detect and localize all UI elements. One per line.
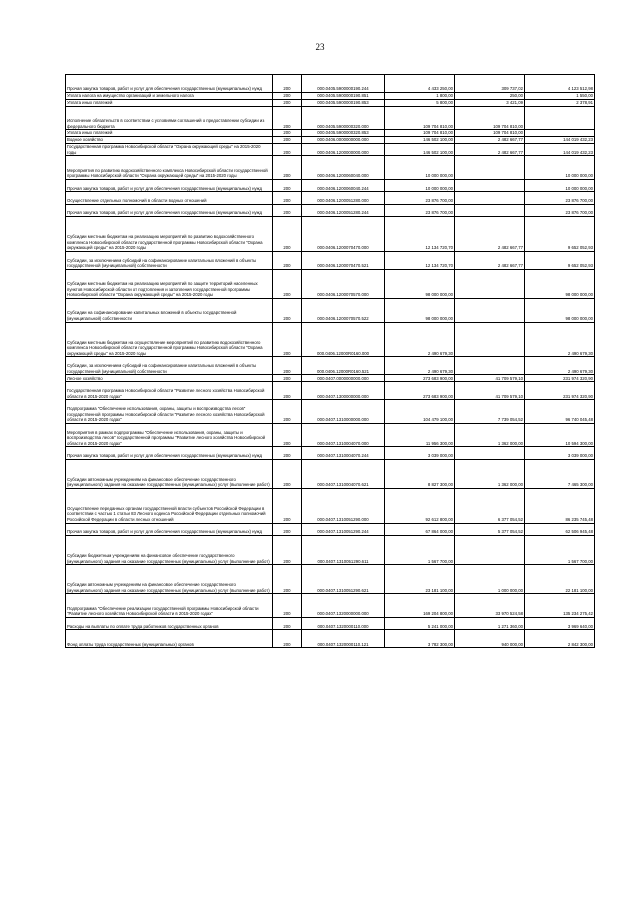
- cell-approved-amount: 98 000 000,00: [385, 298, 455, 322]
- cell-approved-amount: 23 876 700,00: [385, 192, 455, 204]
- cell-name: Прочая закупка товаров, работ и услуг для обеспечения государственных (муниципальных) нужд: [66, 75, 273, 93]
- cell-budget-classification: 000.0407.0000000000.000: [302, 375, 385, 382]
- cell-unexecuted-amount: 10 594 300,00: [525, 423, 595, 447]
- budget-table-body: [66, 75, 595, 648]
- cell-name: Исполнение обязательств в соответствии с условиями соглашений о предоставлении субсидии из федерального бюджета: [66, 106, 273, 130]
- cell-approved-amount: 1 800,00: [385, 93, 455, 100]
- cell-row-code: 200: [273, 298, 302, 322]
- table-row: [66, 99, 595, 106]
- cell-executed-amount: [455, 447, 525, 459]
- cell-budget-classification: 000.0406.0000000000.000: [302, 136, 385, 143]
- cell-executed-amount: 940 000,00: [455, 630, 525, 648]
- cell-budget-classification: 000.0405.5900000190.244: [302, 75, 385, 93]
- cell-budget-classification: 000.0406.1200070470.521: [302, 251, 385, 269]
- cell-executed-amount: 109 704 810,00: [455, 130, 525, 137]
- cell-unexecuted-amount: 62 506 945,48: [525, 523, 595, 535]
- table-row: [66, 269, 595, 298]
- cell-unexecuted-amount: 23 876 700,00: [525, 192, 595, 204]
- cell-budget-classification: 000.0406.12000R0160.521: [302, 357, 385, 375]
- cell-executed-amount: 1 362 000,00: [455, 459, 525, 488]
- cell-row-code: 200: [273, 99, 302, 106]
- cell-row-code: 200: [273, 594, 302, 618]
- cell-row-code: 200: [273, 179, 302, 191]
- cell-approved-amount: 67 864 000,00: [385, 523, 455, 535]
- cell-name: Субсидии местным бюджетам на реализацию мероприятий по защите территорий населенных пунктов Новосибирской области от подтопления и затопления государственной программы Новосибирской области "Охрана окружающей среды" на 2015-2020 годы: [66, 269, 273, 298]
- table-row: [66, 216, 595, 251]
- cell-executed-amount: 109 704 810,00: [455, 106, 525, 130]
- cell-executed-amount: 250,00: [455, 93, 525, 100]
- cell-row-code: 200: [273, 488, 302, 523]
- budget-execution-table: [65, 74, 595, 648]
- cell-executed-amount: 41 709 579,10: [455, 382, 525, 400]
- cell-unexecuted-amount: 135 234 275,42: [525, 594, 595, 618]
- cell-executed-amount: 41 709 579,10: [455, 375, 525, 382]
- cell-approved-amount: 8 827 300,00: [385, 459, 455, 488]
- cell-budget-classification: 000.0407.1310000000.000: [302, 400, 385, 424]
- table-row: [66, 382, 595, 400]
- cell-row-code: 200: [273, 423, 302, 447]
- cell-approved-amount: 104 479 100,00: [385, 400, 455, 424]
- cell-name: Расходы на выплаты по оплате труда работников государственных органов: [66, 618, 273, 630]
- cell-unexecuted-amount: 144 019 432,23: [525, 143, 595, 155]
- cell-name: Уплата иных платежей: [66, 130, 273, 137]
- cell-unexecuted-amount: 1 550,00: [525, 93, 595, 100]
- cell-unexecuted-amount: 7 465 300,00: [525, 459, 595, 488]
- table-row: [66, 106, 595, 130]
- cell-name: Водное хозяйство: [66, 136, 273, 143]
- cell-approved-amount: 2 490 679,30: [385, 322, 455, 357]
- cell-approved-amount: 169 204 800,00: [385, 594, 455, 618]
- cell-name: Осуществление отдельных полномочий в области водных отношений: [66, 192, 273, 204]
- cell-row-code: 200: [273, 106, 302, 130]
- cell-approved-amount: 23 876 700,00: [385, 204, 455, 216]
- cell-budget-classification: 000.0407.1310004070.621: [302, 459, 385, 488]
- cell-executed-amount: 2 482 667,77: [455, 143, 525, 155]
- cell-budget-classification: 000.0407.1310004070.244: [302, 447, 385, 459]
- cell-executed-amount: 7 739 054,52: [455, 400, 525, 424]
- table-row: [66, 423, 595, 447]
- cell-executed-amount: [455, 192, 525, 204]
- cell-unexecuted-amount: [525, 106, 595, 130]
- cell-executed-amount: 1 000 000,00: [455, 565, 525, 594]
- cell-name: Государственная программа Новосибирской области "Охрана окружающей среды" на 2015-2020 годы: [66, 143, 273, 155]
- cell-row-code: 200: [273, 523, 302, 535]
- cell-unexecuted-amount: 98 000 000,00: [525, 298, 595, 322]
- cell-approved-amount: 3 039 000,00: [385, 447, 455, 459]
- cell-approved-amount: 3 782 300,00: [385, 630, 455, 648]
- cell-approved-amount: 11 956 300,00: [385, 423, 455, 447]
- cell-approved-amount: 92 612 800,00: [385, 488, 455, 523]
- table-row: [66, 93, 595, 100]
- cell-name: Мероприятия по развитию водохозяйственного комплекса Новосибирской области государственной программы Новосибирской области "Охрана окружающей среды" на 2015-2020 годы: [66, 156, 273, 180]
- cell-executed-amount: [455, 298, 525, 322]
- table-row: [66, 400, 595, 424]
- cell-executed-amount: [455, 536, 525, 565]
- cell-name: Мероприятия в рамках подпрограммы "Обеспечение использования, охраны, защиты и воспроизводства лесов" государственной программы "Развитие лесного хозяйства Новосибирской области в 2015-2020 годах": [66, 423, 273, 447]
- cell-row-code: 200: [273, 93, 302, 100]
- cell-executed-amount: 309 737,02: [455, 75, 525, 93]
- cell-row-code: 200: [273, 251, 302, 269]
- table-row: [66, 143, 595, 155]
- cell-name: Подпрограмма "Обеспечение использования, охраны, защиты и воспроизводства лесов" государственной программы Новосибирской области "Развитие лесного хозяйства Новосибирской области в 2015-2020 годах": [66, 400, 273, 424]
- cell-row-code: 200: [273, 192, 302, 204]
- cell-row-code: 200: [273, 536, 302, 565]
- cell-unexecuted-amount: [525, 130, 595, 137]
- cell-approved-amount: 146 502 100,00: [385, 143, 455, 155]
- table-row: [66, 630, 595, 648]
- cell-unexecuted-amount: 86 235 745,48: [525, 488, 595, 523]
- cell-budget-classification: 000.0407.1310004070.000: [302, 423, 385, 447]
- cell-row-code: 200: [273, 75, 302, 93]
- cell-approved-amount: 4 433 250,00: [385, 75, 455, 93]
- cell-executed-amount: 5 377 054,52: [455, 523, 525, 535]
- table-row: [66, 459, 595, 488]
- cell-approved-amount: 98 000 000,00: [385, 269, 455, 298]
- cell-name: Государственная программа Новосибирской области "Развитие лесного хозяйства Новосибирской области в 2015-2020 годах": [66, 382, 273, 400]
- cell-approved-amount: 10 000 000,00: [385, 156, 455, 180]
- cell-name: Осуществление переданных органам государственной власти субъектов Российской Федерации в соответствии с частью 1 статьи 83 Лесного кодекса Российской Федерации отдельных полномочий Российской Федерации в области лесных отношений: [66, 488, 273, 523]
- cell-budget-classification: 000.0406.1200060040.000: [302, 156, 385, 180]
- cell-name: Прочая закупка товаров, работ и услуг для обеспечения государственных (муниципальных) нужд: [66, 179, 273, 191]
- cell-name: Уплата налога на имущество организаций и земельного налога: [66, 93, 273, 100]
- cell-name: Подпрограмма "Обеспечение реализации государственной программы Новосибирской области "Развитие лесного хозяйства Новосибирской области в 2015-2020 годах": [66, 594, 273, 618]
- table-row: [66, 447, 595, 459]
- cell-executed-amount: [455, 204, 525, 216]
- cell-row-code: 200: [273, 630, 302, 648]
- cell-approved-amount: 109 704 810,00: [385, 106, 455, 130]
- cell-budget-classification: 000.0405.5900000190.851: [302, 93, 385, 100]
- cell-name: Субсидии, за исключением субсидий на софинансирование капитальных вложений в объекты государственной (муниципальной) собственности: [66, 357, 273, 375]
- table-row: [66, 130, 595, 137]
- cell-name: Прочая закупка товаров, работ и услуг для обеспечения государственных (муниципальных) нужд: [66, 523, 273, 535]
- cell-approved-amount: 12 134 720,70: [385, 251, 455, 269]
- cell-unexecuted-amount: 2 378,91: [525, 99, 595, 106]
- cell-row-code: 200: [273, 447, 302, 459]
- cell-budget-classification: 000.0405.5900000320.853: [302, 130, 385, 137]
- cell-executed-amount: [455, 357, 525, 375]
- cell-approved-amount: 2 490 679,30: [385, 357, 455, 375]
- cell-unexecuted-amount: 4 123 512,98: [525, 75, 595, 93]
- table-row: [66, 594, 595, 618]
- cell-executed-amount: [455, 179, 525, 191]
- cell-executed-amount: 2 482 667,77: [455, 216, 525, 251]
- cell-name: Уплата иных платежей: [66, 99, 273, 106]
- cell-name: Субсидии автономным учреждениям на финансовое обеспечение государственного (муниципального) задания на оказание государственных (муниципальных) услуг (выполнение работ): [66, 459, 273, 488]
- cell-row-code: 200: [273, 269, 302, 298]
- cell-unexecuted-amount: 2 842 300,00: [525, 630, 595, 648]
- cell-unexecuted-amount: 2 490 679,30: [525, 322, 595, 357]
- cell-executed-amount: [455, 156, 525, 180]
- cell-row-code: 200: [273, 130, 302, 137]
- table-row: [66, 204, 595, 216]
- cell-budget-classification: 000.0407.1320000110.121: [302, 630, 385, 648]
- cell-unexecuted-amount: 9 652 052,93: [525, 216, 595, 251]
- cell-row-code: 200: [273, 357, 302, 375]
- cell-unexecuted-amount: 2 490 679,30: [525, 357, 595, 375]
- cell-budget-classification: 000.0407.1300000000.000: [302, 382, 385, 400]
- cell-budget-classification: 000.0406.1200060040.244: [302, 179, 385, 191]
- cell-unexecuted-amount: 9 652 052,93: [525, 251, 595, 269]
- cell-budget-classification: 000.0407.1320000110.000: [302, 618, 385, 630]
- cell-name: Прочая закупка товаров, работ и услуг для обеспечения государственных (муниципальных) нужд: [66, 204, 273, 216]
- cell-executed-amount: 2 482 667,77: [455, 251, 525, 269]
- table-row: [66, 75, 595, 93]
- cell-row-code: 200: [273, 216, 302, 251]
- cell-unexecuted-amount: 23 876 700,00: [525, 204, 595, 216]
- cell-budget-classification: 000.0407.1310051290.621: [302, 565, 385, 594]
- cell-budget-classification: 000.0406.12000R0160.000: [302, 322, 385, 357]
- table-row: [66, 156, 595, 180]
- cell-budget-classification: 000.0407.1310051290.244: [302, 523, 385, 535]
- cell-executed-amount: 3 421,09: [455, 99, 525, 106]
- cell-unexecuted-amount: 231 974 320,90: [525, 375, 595, 382]
- cell-unexecuted-amount: 144 019 432,23: [525, 136, 595, 143]
- cell-unexecuted-amount: 98 000 000,00: [525, 269, 595, 298]
- table-row: [66, 251, 595, 269]
- cell-budget-classification: 000.0405.5900000320.000: [302, 106, 385, 130]
- cell-budget-classification: 000.0406.1200070470.000: [302, 216, 385, 251]
- cell-row-code: 200: [273, 459, 302, 488]
- cell-name: Субсидии бюджетным учреждениям на финансовое обеспечение государственного (муниципального) задания на оказание государственных (муниципальных) услуг (выполнение работ): [66, 536, 273, 565]
- table-row: [66, 375, 595, 382]
- cell-budget-classification: 000.0406.1200070570.000: [302, 269, 385, 298]
- cell-name: Прочая закупка товаров, работ и услуг для обеспечения государственных (муниципальных) нужд: [66, 447, 273, 459]
- cell-unexecuted-amount: 3 969 640,00: [525, 618, 595, 630]
- page-number: 23: [315, 42, 325, 52]
- cell-unexecuted-amount: 96 740 045,48: [525, 400, 595, 424]
- cell-executed-amount: 2 482 667,77: [455, 136, 525, 143]
- cell-approved-amount: 146 502 100,00: [385, 136, 455, 143]
- cell-row-code: 200: [273, 322, 302, 357]
- cell-approved-amount: 12 134 720,70: [385, 216, 455, 251]
- cell-approved-amount: 1 567 700,00: [385, 536, 455, 565]
- cell-budget-classification: 000.0406.1200051280.244: [302, 204, 385, 216]
- cell-budget-classification: 000.0407.1320000000.000: [302, 594, 385, 618]
- table-row: [66, 179, 595, 191]
- cell-approved-amount: 273 683 900,00: [385, 375, 455, 382]
- cell-unexecuted-amount: 10 000 000,00: [525, 156, 595, 180]
- cell-approved-amount: 10 000 000,00: [385, 179, 455, 191]
- cell-budget-classification: 000.0406.1200000000.000: [302, 143, 385, 155]
- table-row: [66, 136, 595, 143]
- cell-budget-classification: 000.0407.1310051290.000: [302, 488, 385, 523]
- table-row: [66, 192, 595, 204]
- cell-executed-amount: 33 970 524,58: [455, 594, 525, 618]
- table-row: [66, 298, 595, 322]
- cell-budget-classification: 000.0405.5900000190.853: [302, 99, 385, 106]
- table-row: [66, 618, 595, 630]
- cell-approved-amount: 273 683 900,00: [385, 382, 455, 400]
- cell-row-code: 200: [273, 156, 302, 180]
- table-row: [66, 523, 595, 535]
- cell-budget-classification: 000.0406.1200051280.000: [302, 192, 385, 204]
- cell-approved-amount: 5 800,00: [385, 99, 455, 106]
- cell-row-code: 200: [273, 204, 302, 216]
- cell-approved-amount: 5 241 000,00: [385, 618, 455, 630]
- table-row: [66, 488, 595, 523]
- cell-row-code: 200: [273, 143, 302, 155]
- cell-executed-amount: [455, 322, 525, 357]
- cell-unexecuted-amount: 22 181 100,00: [525, 565, 595, 594]
- table-row: [66, 565, 595, 594]
- cell-name: Субсидии местным бюджетам на реализацию мероприятий по развитию водохозяйственного комплекса Новосибирской области государственной программы Новосибирской области "Охрана окружающей среды" на 2015-2020 годы: [66, 216, 273, 251]
- cell-approved-amount: 109 704 810,00: [385, 130, 455, 137]
- cell-approved-amount: 23 181 100,00: [385, 565, 455, 594]
- cell-unexecuted-amount: 1 567 700,00: [525, 536, 595, 565]
- cell-row-code: 200: [273, 136, 302, 143]
- cell-name: Лесное хозяйство: [66, 375, 273, 382]
- cell-row-code: 200: [273, 565, 302, 594]
- cell-row-code: 200: [273, 618, 302, 630]
- cell-executed-amount: [455, 269, 525, 298]
- table-row: [66, 536, 595, 565]
- cell-name: Фонд оплаты труда государственных (муниципальных) органов: [66, 630, 273, 648]
- table-row: [66, 357, 595, 375]
- cell-name: Субсидии на софинансирование капитальных вложений в объекты государственной (муниципальной) собственности: [66, 298, 273, 322]
- cell-unexecuted-amount: 231 974 320,90: [525, 382, 595, 400]
- cell-executed-amount: 1 362 000,00: [455, 423, 525, 447]
- cell-budget-classification: 000.0407.1310051290.611: [302, 536, 385, 565]
- cell-unexecuted-amount: 10 000 000,00: [525, 179, 595, 191]
- cell-name: Субсидии автономным учреждениям на финансовое обеспечение государственного (муниципального) задания на оказание государственных (муниципальных) услуг (выполнение работ): [66, 565, 273, 594]
- cell-budget-classification: 000.0406.1200070570.522: [302, 298, 385, 322]
- cell-unexecuted-amount: 3 039 000,00: [525, 447, 595, 459]
- cell-executed-amount: 6 377 054,52: [455, 488, 525, 523]
- cell-row-code: 200: [273, 382, 302, 400]
- cell-name: Субсидии, за исключением субсидий на софинансирование капитальных вложений в объекты государственной (муниципальной) собственности: [66, 251, 273, 269]
- cell-row-code: 200: [273, 400, 302, 424]
- cell-executed-amount: 1 271 360,00: [455, 618, 525, 630]
- cell-name: Субсидии местным бюджетам на осуществление мероприятий по развитию водохозяйственного комплекса Новосибирской области государственной программы Новосибирской области "Охрана окружающей среды" на 2015-2020 годы: [66, 322, 273, 357]
- cell-row-code: 200: [273, 375, 302, 382]
- table-row: [66, 322, 595, 357]
